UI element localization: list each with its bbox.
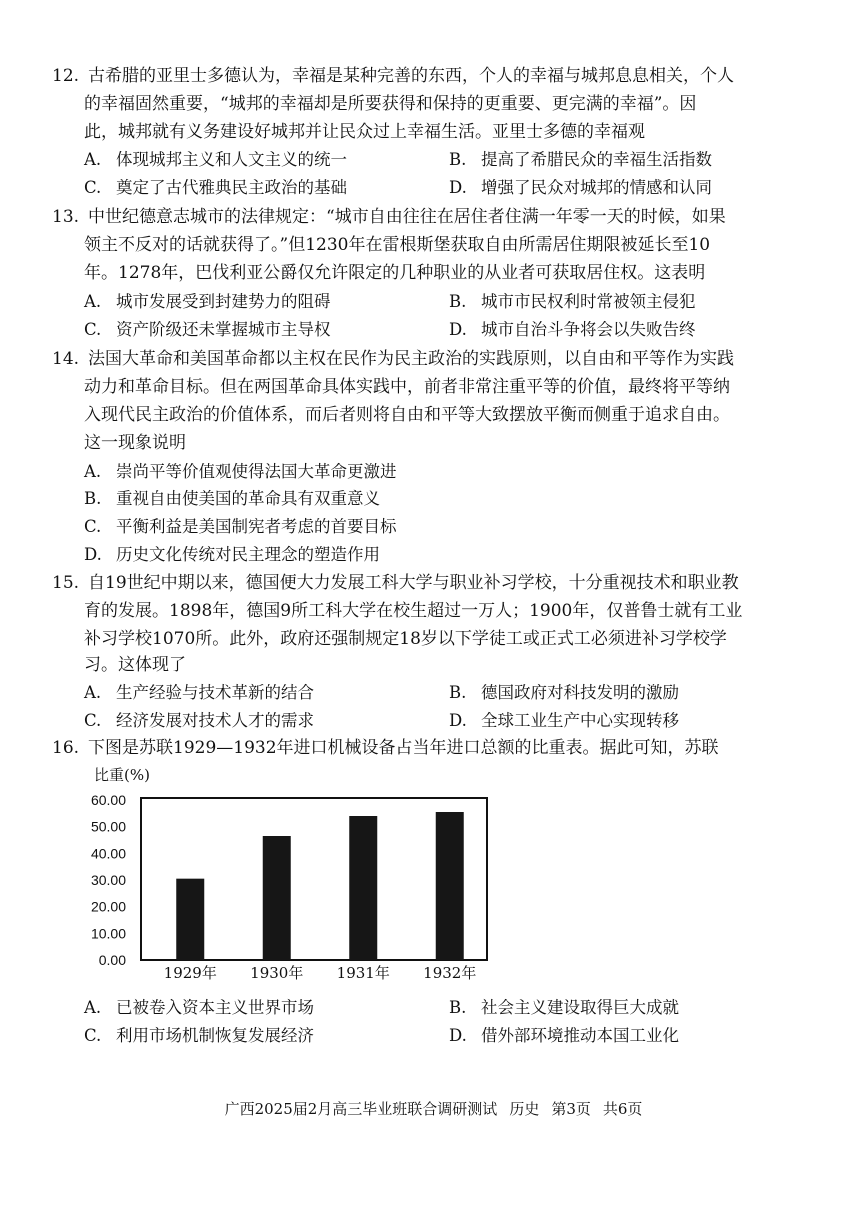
- option-a[interactable]: A. 城市发展受到封建势力的阻碍: [84, 292, 331, 311]
- option-b[interactable]: B. 城市市民权利时常被领主侵犯: [449, 292, 696, 311]
- question-stem-line: 育的发展。1898年，德国9所工科大学在校生超过一万人；1900年，仅普鲁士就有工业: [84, 601, 743, 621]
- question-stem-line: 动力和革命目标。但在两国革命具体实践中，前者非常注重平等的价值，最终将平等纳: [84, 377, 730, 397]
- x-tick-label: 1929年: [163, 964, 217, 982]
- page-total: 共6页: [602, 1100, 643, 1118]
- option-c[interactable]: C. 资产阶级还未掌握城市主导权: [84, 320, 331, 339]
- option-d[interactable]: D. 增强了民众对城邦的情感和认同: [449, 178, 712, 197]
- y-tick-label: 10.00: [90, 925, 126, 942]
- bar-1931年: [349, 816, 377, 960]
- question-stem-line: 习。这体现了: [84, 655, 186, 675]
- page-number: 第3页: [551, 1100, 591, 1118]
- option-d[interactable]: D. 历史文化传统对民主理念的塑造作用: [84, 545, 380, 564]
- option-c[interactable]: C. 经济发展对技术人才的需求: [84, 711, 314, 730]
- option-a[interactable]: A. 崇尚平等价值观使得法国大革命更激进: [84, 462, 397, 481]
- exam-name: 广西2025届2月高三毕业班联合调研测试: [224, 1100, 498, 1118]
- question-number: 12.: [52, 66, 80, 86]
- option-d[interactable]: D. 借外部环境推动本国工业化: [449, 1026, 679, 1045]
- question-number: 16.: [52, 738, 80, 758]
- option-d[interactable]: D. 全球工业生产中心实现转移: [449, 711, 679, 730]
- question-stem-line: 领主不反对的话就获得了。”但1230年在雷根斯堡获取自由所需居住期限被延长至10: [84, 235, 711, 255]
- y-tick-label: 40.00: [90, 845, 126, 862]
- question-stem-line: 入现代民主政治的价值体系，而后者则将自由和平等大致摆放平衡而侧重于追求自由。: [84, 405, 730, 425]
- y-tick-label: 60.00: [90, 792, 126, 808]
- bar-1930年: [263, 836, 291, 960]
- page-footer: [0, 1098, 867, 1120]
- question-stem-line: 的幸福固然重要，“城邦的幸福却是所要获得和保持的更重要、更完满的幸福”。因: [84, 94, 697, 114]
- option-c[interactable]: C. 利用市场机制恢复发展经济: [84, 1026, 314, 1045]
- question-stem-line: 年。1278年，巴伐利亚公爵仅允许限定的几种职业的从业者可获取居住权。这表明: [84, 263, 706, 283]
- option-b[interactable]: B. 重视自由使美国的革命具有双重意义: [84, 489, 380, 508]
- question-stem-line: 下图是苏联1929—1932年进口机械设备占当年进口总额的比重表。据此可知，苏联: [88, 738, 719, 758]
- x-tick-label: 1931年: [336, 964, 390, 982]
- option-b[interactable]: B. 德国政府对科技发明的激励: [449, 683, 679, 702]
- question-number: 15.: [52, 573, 80, 593]
- bar-chart: [80, 764, 500, 996]
- question-number: 13.: [52, 207, 80, 227]
- option-b[interactable]: B. 提高了希腊民众的幸福生活指数: [449, 150, 712, 169]
- option-a[interactable]: A. 体现城邦主义和人文主义的统一: [84, 150, 347, 169]
- question-stem-line: 自19世纪中期以来，德国便大力发展工科大学与职业补习学校，十分重视技术和职业教: [88, 573, 739, 593]
- option-a[interactable]: A. 生产经验与技术革新的结合: [84, 683, 314, 702]
- question-stem-line: 法国大革命和美国革命都以主权在民作为民主政治的实践原则，以自由和平等作为实践: [88, 349, 734, 369]
- bar-1932年: [436, 812, 464, 960]
- x-tick-label: 1930年: [250, 964, 304, 982]
- option-c[interactable]: C. 平衡利益是美国制宪者考虑的首要目标: [84, 517, 397, 536]
- y-tick-label: 0.00: [98, 952, 126, 968]
- y-tick-label: 50.00: [90, 818, 126, 835]
- bar-1929年: [176, 879, 204, 960]
- question-stem-line: 此，城邦就有义务建设好城邦并让民众过上幸福生活。亚里士多德的幸福观: [84, 122, 645, 142]
- question-stem-line: 补习学校1070所。此外，政府还强制规定18岁以下学徒工或正式工必须进补习学校学: [84, 629, 727, 649]
- y-tick-label: 30.00: [90, 872, 126, 888]
- question-stem-line: 这一现象说明: [84, 433, 186, 453]
- question-stem-line: 古希腊的亚里士多德认为，幸福是某种完善的东西，个人的幸福与城邦息息相关，个人: [88, 66, 734, 86]
- option-c[interactable]: C. 奠定了古代雅典民主政治的基础: [84, 178, 347, 197]
- option-d[interactable]: D. 城市自治斗争将会以失败告终: [449, 320, 696, 339]
- y-axis-label: 比重(%): [94, 766, 150, 784]
- question-stem-line: 中世纪德意志城市的法律规定：“城市自由往往在居住者住满一年零一天的时候，如果: [88, 207, 726, 227]
- y-tick-label: 20.00: [90, 898, 126, 915]
- x-tick-label: 1932年: [423, 964, 477, 982]
- option-b[interactable]: B. 社会主义建设取得巨大成就: [449, 998, 679, 1017]
- question-number: 14.: [52, 349, 80, 369]
- subject: 历史: [509, 1100, 540, 1118]
- option-a[interactable]: A. 已被卷入资本主义世界市场: [84, 998, 314, 1017]
